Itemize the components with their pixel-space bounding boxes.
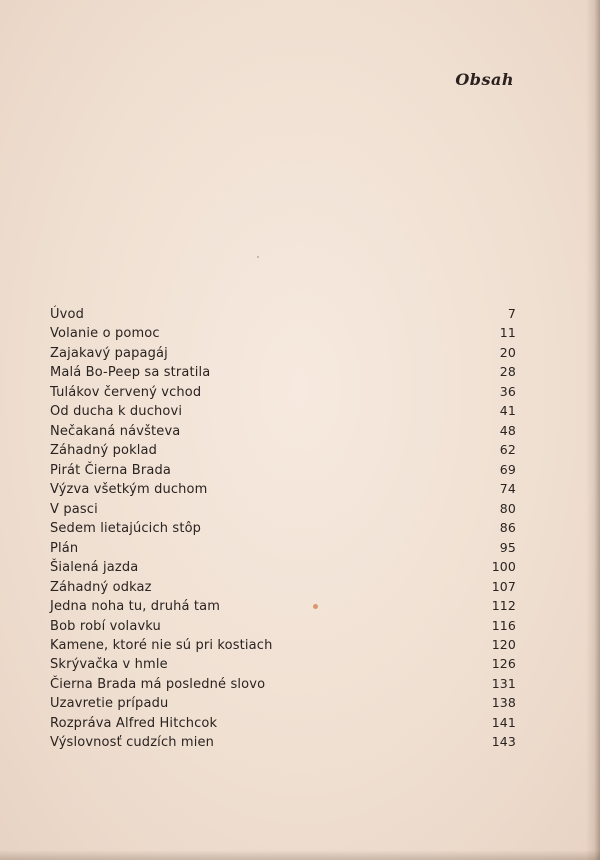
toc-entry	[50, 577, 516, 596]
toc-entry-page-number: 80	[499, 500, 516, 516]
toc-entry	[50, 518, 516, 537]
toc-entry	[50, 693, 516, 712]
toc-entry-page-number: 28	[499, 364, 516, 380]
toc-entry-title: Uzavretie prípadu	[50, 696, 169, 712]
toc-entry-title: Plán	[50, 540, 79, 556]
toc-entry-page-number: 138	[491, 695, 516, 711]
toc-entry-page-number: 141	[491, 714, 516, 730]
toc-entry-title: Malá Bo-Peep sa stratila	[50, 365, 211, 381]
toc-entry-title: Volanie o pomoc	[50, 326, 160, 342]
toc-entry-page-number: 7	[507, 306, 516, 321]
toc-entry	[50, 362, 516, 381]
page-title: Obsah	[455, 70, 514, 89]
toc-entry	[50, 421, 516, 440]
toc-entry-page-number: 62	[499, 442, 516, 458]
toc-entry-title: Nečakaná návšteva	[50, 423, 181, 439]
toc-entry-page-number: 131	[491, 675, 516, 691]
toc-entry-title: Jedna noha tu, druhá tam	[50, 599, 221, 615]
table-of-contents	[50, 304, 516, 752]
toc-entry-page-number: 86	[499, 520, 516, 536]
toc-entry	[50, 538, 516, 557]
toc-entry-title: Kamene, ktoré nie sú pri kostiach	[50, 637, 273, 653]
toc-entry-title: Šialená jazda	[50, 560, 139, 576]
toc-entry-title: V pasci	[50, 501, 98, 517]
toc-entry	[50, 401, 516, 420]
toc-entry	[50, 440, 516, 459]
toc-entry-page-number: 69	[499, 461, 516, 477]
toc-entry-page-number: 120	[491, 636, 516, 652]
toc-entry-title: Čierna Brada má posledné slovo	[50, 676, 266, 692]
toc-entry	[50, 557, 516, 576]
toc-entry-page-number: 107	[491, 578, 516, 594]
toc-entry-title: Zajakavý papagáj	[50, 345, 168, 361]
toc-entry	[50, 616, 516, 635]
toc-entry-page-number: 74	[499, 481, 516, 497]
toc-entry	[50, 713, 516, 732]
toc-entry-page-number: 143	[491, 734, 516, 750]
toc-entry	[50, 304, 516, 323]
page-bottom-shadow	[0, 850, 600, 860]
toc-entry-title: Úvod	[50, 307, 85, 322]
toc-entry	[50, 674, 516, 693]
toc-entry	[50, 499, 516, 518]
toc-entry-title: Záhadný odkaz	[50, 579, 152, 595]
toc-entry-page-number: 100	[491, 559, 516, 575]
toc-entry-title: Rozpráva Alfred Hitchcok	[50, 715, 218, 731]
toc-entry	[50, 596, 516, 615]
toc-entry-page-number: 20	[499, 344, 516, 360]
toc-entry-title: Výslovnosť cudzích mien	[50, 735, 215, 751]
page-edge-shadow	[586, 0, 600, 860]
toc-entry	[50, 479, 516, 498]
toc-entry-page-number: 48	[499, 422, 516, 438]
toc-entry	[50, 382, 516, 401]
toc-entry-page-number: 126	[491, 656, 516, 672]
toc-entry	[50, 323, 516, 342]
paper-speck	[257, 256, 259, 258]
toc-entry-title: Výzva všetkým duchom	[50, 482, 208, 498]
toc-entry-title: Od ducha k duchovi	[50, 404, 183, 420]
toc-entry-title: Tulákov červený vchod	[50, 384, 202, 400]
toc-entry-page-number: 116	[491, 617, 516, 633]
toc-entry-title: Sedem lietajúcich stôp	[50, 521, 202, 537]
toc-entry-title: Bob robí volavku	[50, 618, 161, 634]
toc-entry-title: Pirát Čierna Brada	[50, 462, 171, 478]
toc-entry	[50, 635, 516, 654]
toc-entry-title: Skrývačka v hmle	[50, 657, 168, 673]
toc-entry-page-number: 11	[499, 325, 516, 341]
toc-entry-page-number: 41	[499, 403, 516, 419]
toc-entry-title: Záhadný poklad	[50, 443, 158, 459]
toc-entry-page-number: 112	[491, 598, 516, 614]
toc-entry	[50, 343, 516, 362]
toc-entry	[50, 654, 516, 673]
toc-entry-page-number: 36	[499, 383, 516, 399]
toc-entry-page-number: 95	[499, 539, 516, 555]
toc-entry	[50, 732, 516, 751]
toc-entry	[50, 460, 516, 479]
